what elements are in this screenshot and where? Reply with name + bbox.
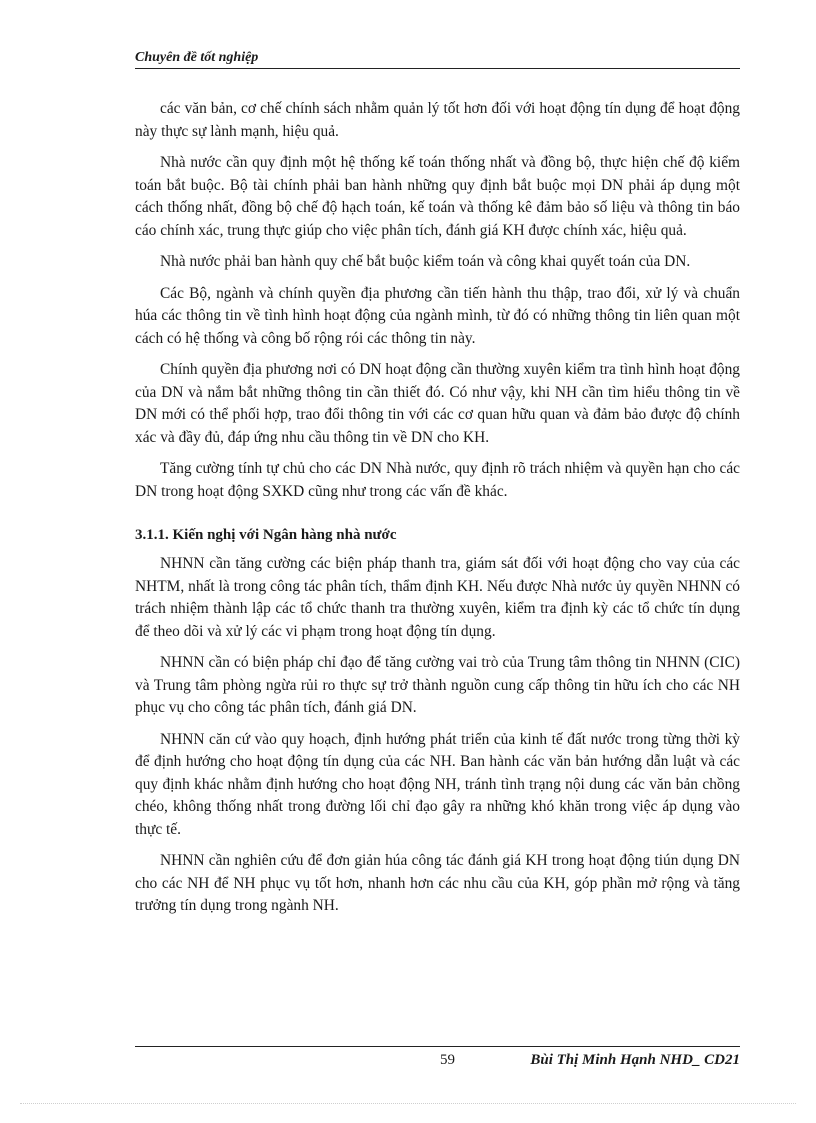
page-footer (135, 1052, 740, 1074)
page-number: 59 (440, 1052, 455, 1068)
paragraph: NHNN cần có biện pháp chỉ đạo để tăng cường vai trò của Trung tâm thông tin NHNN (CIC) và Trung tâm phòng ngừa rủi ro thực sự trở thành nguồn cung cấp thông tin hữu ích cho các NH phục vụ cho công tác phân tích, đánh giá DN. (135, 654, 740, 716)
paragraph: NHNN cần tăng cường các biện pháp thanh tra, giám sát đối với hoạt động cho vay của các NHTM, nhất là trong công tác phân tích, thẩm định KH. Nếu được Nhà nước ủy quyền NHNN có trách nhiệm thành lập các tổ chức thanh tra thường xuyên, kiểm tra định kỳ các tổ chức tín dụng để theo dõi và xử lý các vi phạm trong hoạt động tín dụng. (135, 555, 740, 640)
paragraph: Tăng cường tính tự chủ cho các DN Nhà nước, quy định rõ trách nhiệm và quyền hạn cho các DN trong hoạt động SXKD cũng như trong các vấn đề khác. (135, 460, 740, 500)
footer-author: Bùi Thị Minh Hạnh NHD_ CD21 (530, 1052, 740, 1068)
header-title: Chuyên đề tốt nghiệp (135, 50, 259, 65)
paragraph: Các Bộ, ngành và chính quyền địa phương cần tiến hành thu thập, trao đổi, xử lý và chuẩn húa các thông tin về tình hình hoạt động của ngành mình, từ đó có những thông tin liên quan một cách có hệ thống và công bố rộng rói các thông tin này. (135, 284, 740, 347)
footer-divider (135, 1046, 740, 1047)
paragraph: NHNN căn cứ vào quy hoạch, định hướng phát triển của kinh tế đất nước trong từng thời kỳ để định hướng cho hoạt động tín dụng của các NH. Ban hành các văn bản hướng dẫn luật và các quy định khác nhằm định hướng cho hoạt động NH, tránh tình trạng nội dung các văn bản chồng chéo, không thống nhất trong đường lối chỉ đạo gây ra những khó khăn trong việc áp dụng vào thực tế. (135, 730, 740, 838)
document-body (135, 98, 740, 927)
section-heading: 3.1.1. Kiến nghị với Ngân hàng nhà nước (135, 527, 397, 543)
paragraph: Nhà nước phải ban hành quy chế bắt buộc kiểm toán và công khai quyết toán của DN. (160, 253, 691, 270)
paragraph: các văn bản, cơ chế chính sách nhằm quản lý tốt hơn đối với hoạt động tín dụng để hoạt động này thực sự lành mạnh, hiệu quả. (135, 100, 740, 140)
page-bottom-dotted-line (20, 1103, 796, 1104)
page-header (135, 50, 740, 69)
paragraph: NHNN cần nghiên cứu để đơn giản húa công tác đánh giá KH trong hoạt động tiún dụng DN cho các NH để NH phục vụ tốt hơn, nhanh hơn các nhu cầu của KH, góp phần mở rộng và tăng trưởng tín dụng trong ngành NH. (135, 852, 740, 914)
paragraph: Nhà nước cần quy định một hệ thống kế toán thống nhất và đồng bộ, thực hiện chế độ kiểm toán bắt buộc. Bộ tài chính phải ban hành những quy định bắt buộc mọi DN phải áp dụng một cách thống nhất, đồng bộ chế độ hạch toán, kế toán và thống kê đảm bảo số liệu và thông tin báo cáo chính xác, trung thực giúp cho việc phân tích, đánh giá KH được chính xác, hiệu quả. (135, 154, 740, 239)
paragraph: Chính quyền địa phương nơi có DN hoạt động cần thường xuyên kiểm tra tình hình hoạt động của DN và nắm bắt những thông tin cần thiết đó. Có như vậy, khi NH cần tìm hiểu thông tin về DN mới có thể phối hợp, trao đổi thông tin với các cơ quan hữu quan và đảm bảo được độ chính xác và đầy đủ, đáp ứng nhu cầu thông tin về DN cho KH. (135, 361, 740, 446)
